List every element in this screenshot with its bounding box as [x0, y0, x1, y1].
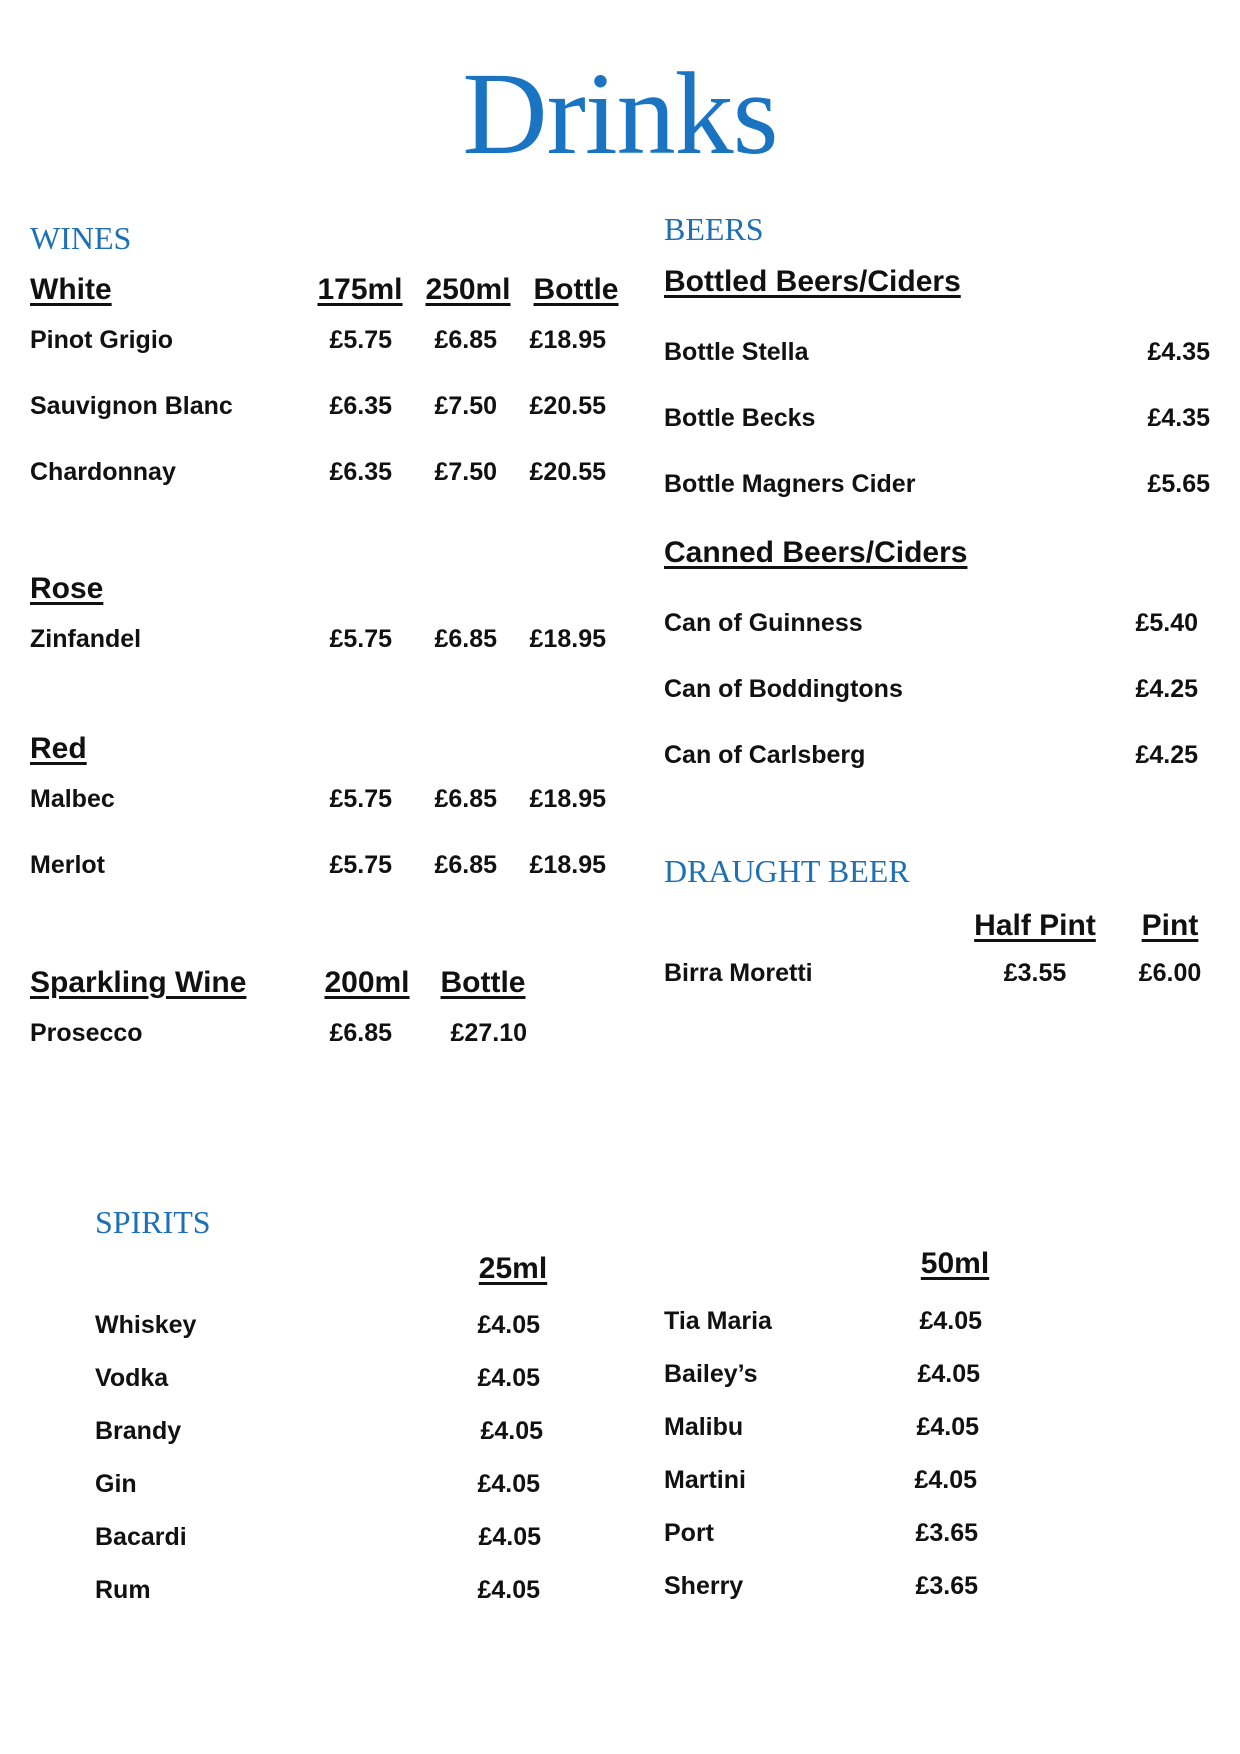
canned-beers-heading: Canned Beers/Ciders	[664, 536, 968, 569]
beer-price: £4.35	[1147, 338, 1210, 366]
draught-beer-heading: DRAUGHT BEER	[664, 853, 910, 889]
white-col-175ml: 175ml	[317, 273, 403, 306]
wine-price-bottle: £20.55	[529, 458, 606, 486]
wine-item-name: Prosecco	[30, 1019, 143, 1047]
white-col-bottle: Bottle	[533, 273, 619, 306]
wine-price-bottle: £18.95	[529, 326, 606, 354]
spirit-price-25ml: £4.05	[478, 1523, 541, 1551]
spirit-price-50ml: £4.05	[919, 1307, 982, 1335]
wine-item-name: Merlot	[30, 851, 105, 879]
spirits-col-50ml: 50ml	[920, 1247, 990, 1280]
beer-price: £4.35	[1147, 404, 1210, 432]
draught-price-half-pint: £3.55	[1003, 959, 1067, 987]
spirit-item-name: Malibu	[664, 1413, 744, 1441]
spirit-item-name: Vodka	[95, 1364, 169, 1392]
beer-item-name: Bottle Stella	[664, 338, 809, 366]
spirits-heading: SPIRITS	[95, 1204, 211, 1240]
spirit-price-50ml: £4.05	[917, 1360, 980, 1388]
draught-price-pint: £6.00	[1138, 959, 1202, 987]
spirit-price-25ml: £4.05	[477, 1576, 540, 1604]
wine-price-250ml: £6.85	[434, 851, 497, 879]
spirit-item-name: Whiskey	[95, 1311, 197, 1339]
wine-price-175ml: £6.35	[329, 392, 392, 420]
wine-price-175ml: £6.35	[329, 458, 392, 486]
spirit-price-25ml: £4.05	[477, 1364, 540, 1392]
spirit-item-name: Bailey’s	[664, 1360, 758, 1388]
spirit-price-25ml: £4.05	[477, 1470, 540, 1498]
wine-item-name: Pinot Grigio	[30, 326, 174, 354]
spirit-item-name: Rum	[95, 1576, 151, 1604]
wine-price-bottle: £20.55	[529, 392, 606, 420]
spirit-price-25ml: £4.05	[477, 1311, 540, 1339]
wine-price-250ml: £6.85	[434, 326, 497, 354]
wine-price-250ml: £7.50	[434, 392, 497, 420]
spirit-price-50ml: £4.05	[914, 1466, 977, 1494]
spirit-price-25ml: £4.05	[480, 1417, 543, 1445]
spirits-col-25ml: 25ml	[478, 1252, 548, 1285]
draught-col-half-pint: Half Pint	[974, 909, 1096, 942]
wine-price-175ml: £5.75	[329, 326, 392, 354]
white-wine-heading: White	[30, 273, 112, 306]
spirit-item-name: Bacardi	[95, 1523, 187, 1551]
sparkling-col-bottle: Bottle	[440, 966, 526, 999]
wine-price-250ml: £7.50	[434, 458, 497, 486]
wine-price-bottle: £18.95	[529, 785, 606, 813]
wine-item-name: Malbec	[30, 785, 115, 813]
draught-col-pint: Pint	[1141, 909, 1199, 942]
spirit-item-name: Sherry	[664, 1572, 744, 1600]
wines-heading: WINES	[30, 220, 132, 256]
bottled-beers-heading: Bottled Beers/Ciders	[664, 265, 961, 298]
wine-price-175ml: £5.75	[329, 625, 392, 653]
wine-price-bottle: £18.95	[529, 851, 606, 879]
wine-price-175ml: £5.75	[329, 785, 392, 813]
rose-wine-heading: Rose	[30, 572, 104, 605]
spirit-item-name: Tia Maria	[664, 1307, 772, 1335]
beer-item-name: Can of Boddingtons	[664, 675, 903, 703]
beer-item-name: Can of Guinness	[664, 609, 863, 637]
beer-price: £5.40	[1135, 609, 1198, 637]
beer-price: £4.25	[1135, 741, 1198, 769]
beer-item-name: Bottle Magners Cider	[664, 470, 916, 498]
spirit-price-50ml: £3.65	[915, 1519, 978, 1547]
wine-item-name: Sauvignon Blanc	[30, 392, 233, 420]
spirit-price-50ml: £4.05	[916, 1413, 979, 1441]
wine-price-bottle: £18.95	[529, 625, 606, 653]
beer-price: £5.65	[1147, 470, 1210, 498]
beer-item-name: Can of Carlsberg	[664, 741, 866, 769]
sparkling-wine-heading: Sparkling Wine	[30, 966, 247, 999]
wine-price-175ml: £5.75	[329, 851, 392, 879]
spirit-item-name: Brandy	[95, 1417, 182, 1445]
wine-price-bottle: £27.10	[450, 1019, 527, 1047]
sparkling-col-200ml: 200ml	[324, 966, 410, 999]
page-title: Drinks	[462, 48, 778, 179]
wine-price-250ml: £6.85	[434, 625, 497, 653]
red-wine-heading: Red	[30, 732, 87, 765]
wine-item-name: Zinfandel	[30, 625, 142, 653]
spirit-item-name: Port	[664, 1519, 714, 1547]
beer-price: £4.25	[1135, 675, 1198, 703]
wine-price-200ml: £6.85	[329, 1019, 392, 1047]
wine-item-name: Chardonnay	[30, 458, 176, 486]
white-col-250ml: 250ml	[425, 273, 511, 306]
spirit-item-name: Martini	[664, 1466, 746, 1494]
beer-item-name: Bottle Becks	[664, 404, 816, 432]
draught-item-name: Birra Moretti	[664, 959, 813, 987]
wine-price-250ml: £6.85	[434, 785, 497, 813]
spirit-price-50ml: £3.65	[915, 1572, 978, 1600]
beers-heading: BEERS	[664, 211, 764, 247]
spirit-item-name: Gin	[95, 1470, 137, 1498]
